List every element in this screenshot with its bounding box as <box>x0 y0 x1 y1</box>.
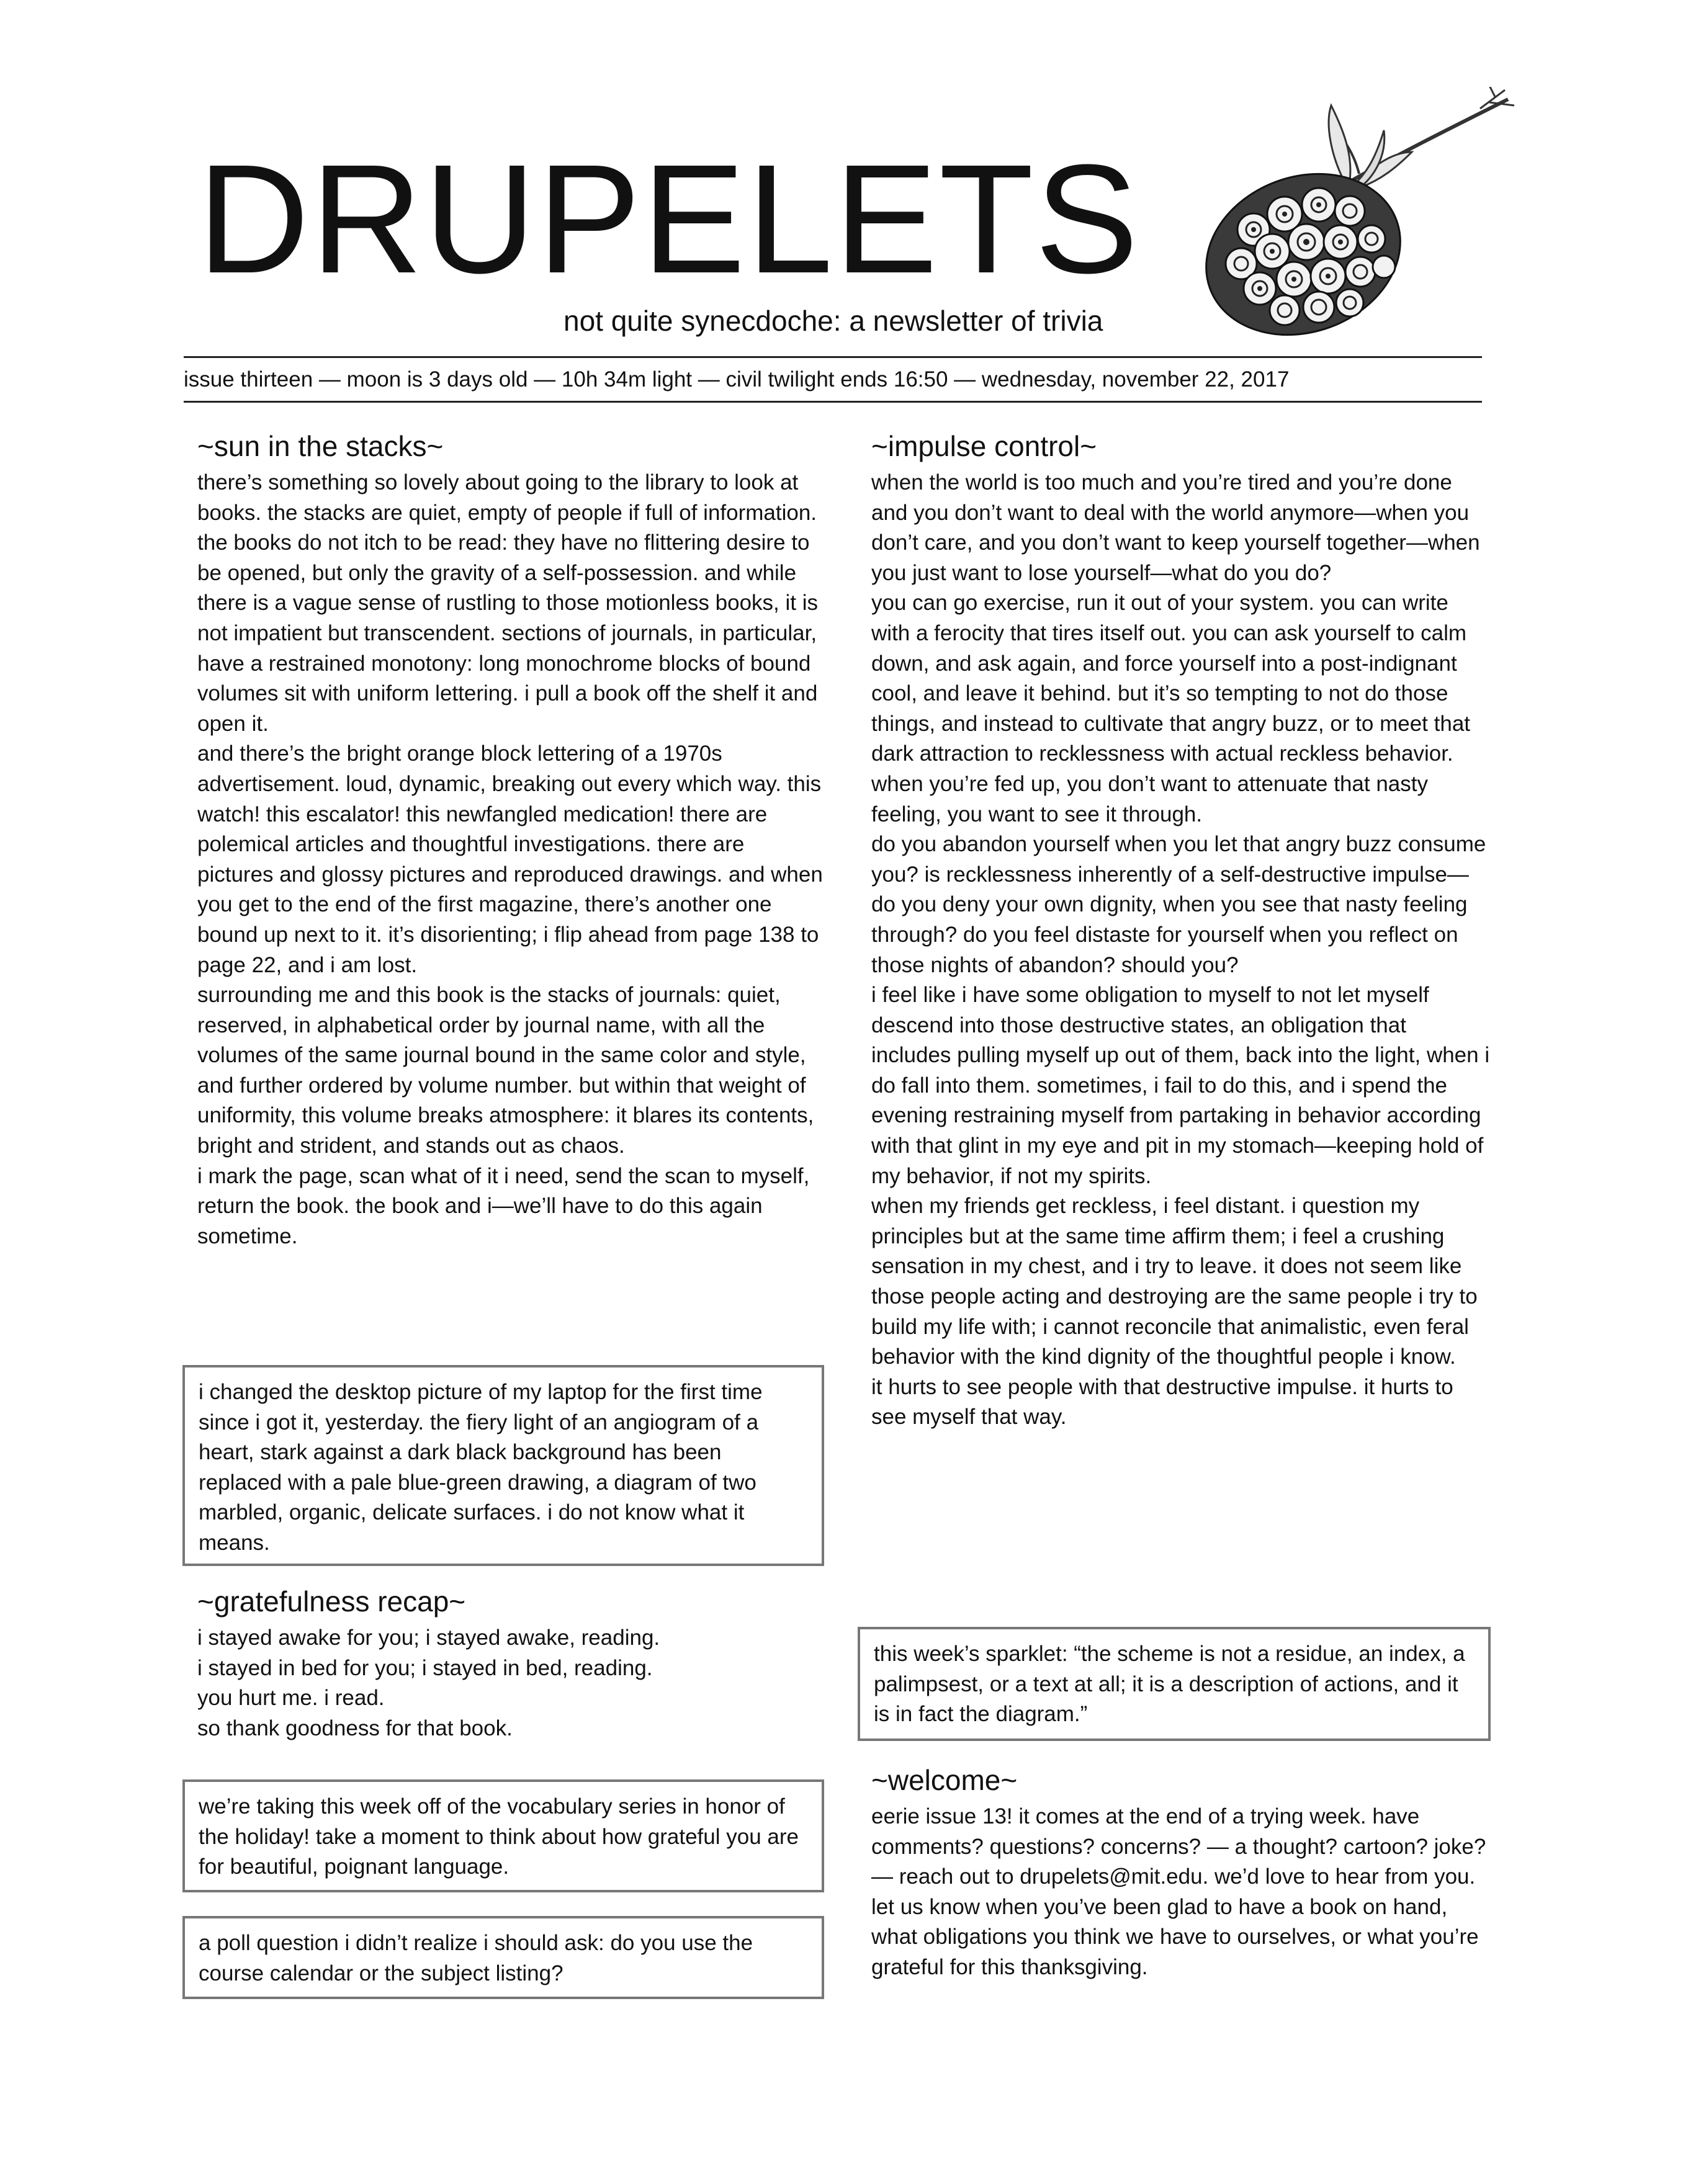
section-sun-in-the-stacks <box>197 428 824 1251</box>
poll-question-box <box>182 1916 824 1999</box>
article-paragraph: when the world is too much and you’re tired and you’re done and you don’t want to deal with the world anymore—when you don’t care, and you don’t want to keep yourself together—when you just want to lose yourself—what do you do? <box>871 470 1480 585</box>
article-paragraph: it hurts to see people with that destructive impulse. it hurts to see myself that way. <box>871 1374 1453 1430</box>
box-text: this week’s sparklet: “the scheme is not a residue, an index, a palimpsest, or a text at all; it is a description of actions, and it is in fact the diagram.” <box>874 1642 1465 1727</box>
section-welcome <box>871 1762 1492 1983</box>
sparklet-box <box>858 1627 1491 1741</box>
article-paragraph: surrounding me and this book is the stacks of journals: quiet, reserved, in alphabetical order by journal name, with all the volumes of the same journal bound in the same color and style, and further ordered by volume number. but within that weight of uniformity, this volume breaks atmosphere: it blares its contents, bright and strident, and stands out as chaos. <box>197 983 814 1158</box>
article-paragraph: i mark the page, scan what of it i need, send the scan to myself, return the book. the book and i—we’ll have to do this again sometime. <box>197 1163 810 1248</box>
article-paragraph: eerie issue 13! it comes at the end of a trying week. have comments? questions? concerns? — a thought? cartoon? joke? — reach out to drupelets@mit.edu. we’d love to hear from you. <box>871 1804 1486 1889</box>
box-text: i changed the desktop picture of my laptop for the first time since i got it, yesterday. the fiery light of an angiogram of a heart, stark against a dark black background has been replaced with a pale blue-green drawing, a diagram of two marbled, organic, delicate surfaces. i do not know what it means. <box>199 1380 763 1555</box>
gratefulness-line: so thank goodness for that book. <box>197 1716 513 1740</box>
article-paragraph: when my friends get reckless, i feel distant. i question my principles but at the same time affirm them; i feel a crushing sensation in my chest, and i try to leave. it does not seem like those people acting and destroying are the same people i try to build my life with; i cannot reconcile that animalistic, even feral behavior with the kind dignity of the thoughtful people i know. <box>871 1194 1478 1369</box>
section-heading: ~sun in the stacks~ <box>197 430 444 462</box>
desktop-picture-box <box>182 1365 824 1566</box>
article-paragraph: let us know when you’ve been glad to have a book on hand, what obligations you think we have to ourselves, or what you’re grateful for this thanksgiving. <box>871 1894 1479 1979</box>
header-rule-bottom <box>184 401 1482 403</box>
box-text: we’re taking this week off of the vocabulary series in honor of the holiday! take a moment to think about how grateful you are for beautiful, poignant language. <box>199 1794 799 1879</box>
article-paragraph: you can go exercise, run it out of your system. you can write with a ferocity that tires itself out. you can ask yourself to calm down, and ask again, and force yourself into a post-indignant cool, and leave it behind. but it’s so tempting to not do those things, and instead to cultivate that angry buzz, or to meet that dark attraction to recklessness with actual reckless behavior. when you’re fed up, you don’t want to attenuate that nasty feeling, you want to see it through. <box>871 591 1471 826</box>
newsletter-title: DRUPELETS <box>197 132 1140 305</box>
section-heading: ~welcome~ <box>871 1764 1018 1796</box>
box-text: a poll question i didn’t realize i should ask: do you use the course calendar or the subject listing? <box>199 1931 753 1985</box>
header-rule-top <box>184 356 1482 358</box>
gratefulness-line: i stayed in bed for you; i stayed in bed, reading. <box>197 1655 653 1680</box>
blackberry-illustration <box>1198 87 1520 347</box>
article-paragraph: there’s something so lovely about going to the library to look at books. the stacks are quiet, empty of people if full of information. the books do not itch to be read: they have no flittering desire to be opened, but only the gravity of a self-possession. and while there is a vague sense of rustling to those motionless books, it is not impatient but transcendent. sections of journals, in particular, have a restrained monotony: long monochrome blocks of bound volumes sit with uniform lettering. i pull a book off the shelf it and open it. <box>197 470 818 736</box>
issue-info-line: issue thirteen — moon is 3 days old — 10h 34m light — civil twilight ends 16:50 — wednesday, november 22, 2017 <box>184 367 1290 392</box>
vocabulary-note-box <box>182 1779 824 1892</box>
article-paragraph: do you abandon yourself when you let that angry buzz consume you? is recklessness inherently of a self-destructive impulse—do you deny your own dignity, when you see that nasty feeling through? do you feel distaste for yourself when you reflect on those nights of abandon? should you? <box>871 832 1486 977</box>
newsletter-subtitle: not quite synecdoche: a newsletter of trivia <box>563 305 1103 337</box>
article-paragraph: i feel like i have some obligation to myself to not let myself descend into those destructive states, an obligation that includes pulling myself up out of them, back into the light, when i do fall into them. sometimes, i fail to do this, and i spend the evening restraining myself from partaking in behavior according with that glint in my eye and pit in my stomach—keeping hold of my behavior, if not my spirits. <box>871 983 1490 1188</box>
section-heading: ~impulse control~ <box>871 430 1097 462</box>
gratefulness-line: you hurt me. i read. <box>197 1686 385 1711</box>
article-paragraph: and there’s the bright orange block lettering of a 1970s advertisement. loud, dynamic, breaking out every which way. this watch! this escalator! this newfangled medication! there are polemical articles and thoughtful investigations. there are pictures and glossy pictures and reproduced drawings. and when you get to the end of the first magazine, there’s another one bound up next to it. it’s disorienting; i flip ahead from page 138 to page 22, and i am lost. <box>197 741 823 977</box>
section-gratefulness-recap <box>197 1583 824 1743</box>
section-impulse-control <box>871 428 1492 1433</box>
gratefulness-line: i stayed awake for you; i stayed awake, reading. <box>197 1626 660 1650</box>
section-heading: ~gratefulness recap~ <box>197 1585 466 1618</box>
